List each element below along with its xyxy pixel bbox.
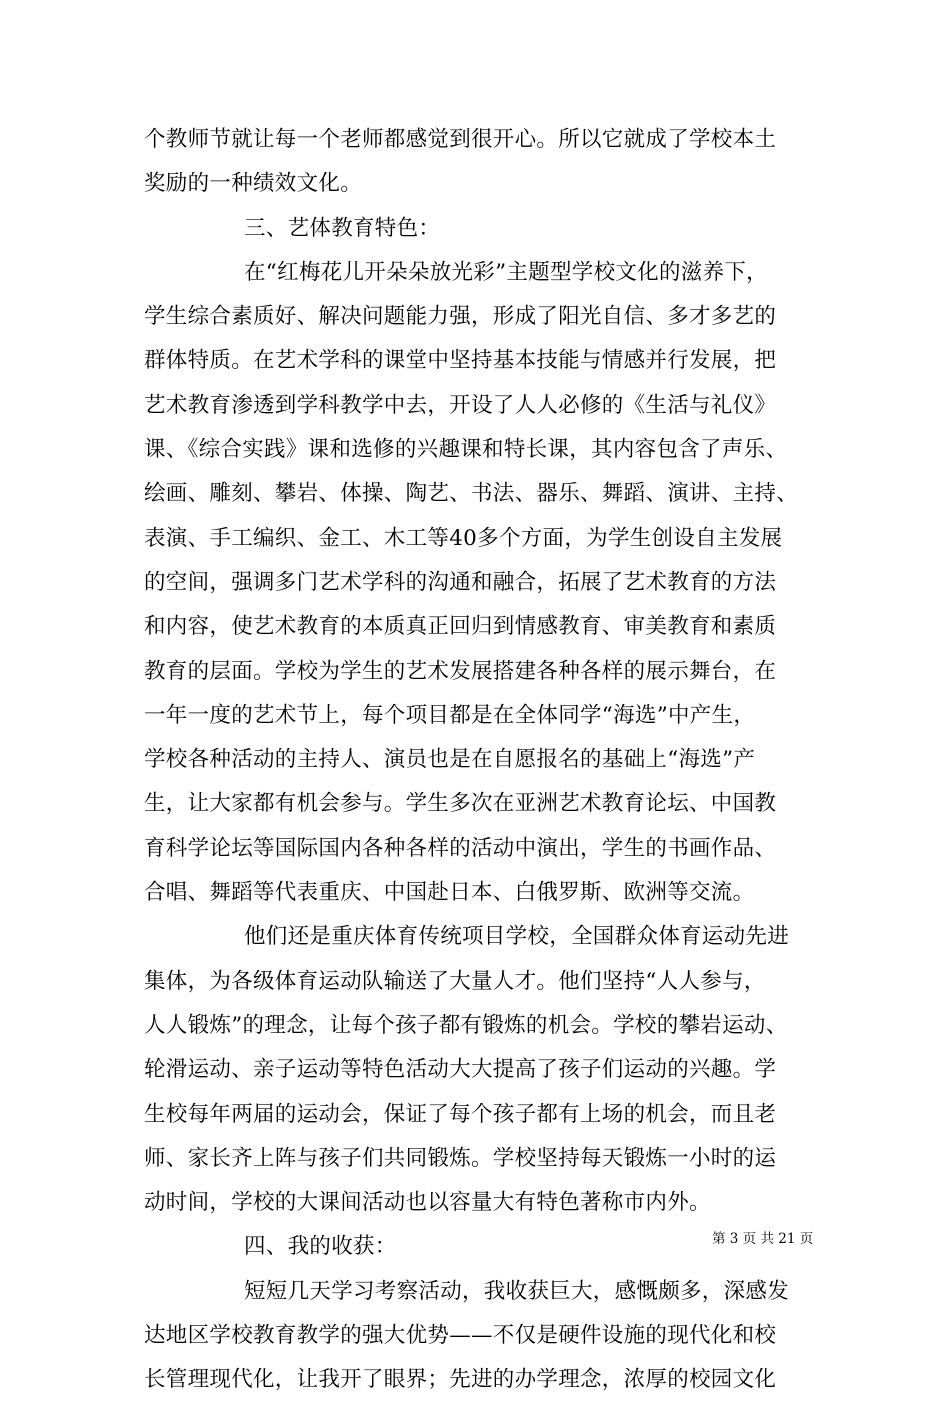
text-line: 人人锻炼”的理念，让每个孩子都有锻炼的机会。学校的攀岩运动、 <box>144 1012 788 1038</box>
page-number: 第 3 页 共 21 页 <box>712 1231 814 1247</box>
body-text <box>144 118 820 1403</box>
text-line: 师、家长齐上阵与孩子们共同锻炼。学校坚持每天锻炼一小时的运 <box>144 1145 777 1171</box>
text-line: 集体，为各级体育运动队输送了大量人才。他们坚持“人人参与， <box>144 968 766 994</box>
text-line: 合唱、舞蹈等代表重庆、中国赴日本、白俄罗斯、欧洲等交流。 <box>144 880 755 906</box>
section-heading: 四、我的收获： <box>244 1234 397 1260</box>
text-line: 表演、手工编织、金工、木工等40多个方面，为学生创设自主发展 <box>144 525 783 551</box>
paragraph-start: 他们还是重庆体育传统项目学校，全国群众体育运动先进 <box>244 924 790 950</box>
text-line: 达地区学校教育教学的强大优势——不仅是硬件设施的现代化和校 <box>144 1323 777 1349</box>
paragraph-start: 在“红梅花儿开朵朵放光彩”主题型学校文化的滋养下， <box>244 259 768 285</box>
text-line: 和内容，使艺术教育的本质真正回归到情感教育、审美教育和素质 <box>144 614 777 640</box>
text-line: 艺术教育渗透到学科教学中去，开设了人人必修的《生活与礼仪》 <box>144 392 777 418</box>
text-line: 轮滑运动、亲子运动等特色活动大大提高了孩子们运动的兴趣。学 <box>144 1057 777 1083</box>
text-line: 个教师节就让每一个老师都感觉到很开心。所以它就成了学校本土 <box>144 127 777 152</box>
text-line: 生校每年两届的运动会，保证了每个孩子都有上场的机会，而且老 <box>144 1101 777 1127</box>
text-line: 动时间，学校的大课间活动也以容量大有特色著称市内外。 <box>144 1190 711 1216</box>
text-line: 绘画、雕刻、攀岩、体操、陶艺、书法、器乐、舞蹈、演讲、主持、 <box>144 481 799 507</box>
text-line: 学生综合素质好、解决问题能力强，形成了阳光自信、多才多艺的 <box>144 304 777 330</box>
text-line: 课、《综合实践》课和选修的兴趣课和特长课，其内容包含了声乐、 <box>144 437 788 463</box>
paragraph-start: 短短几天学习考察活动，我收获巨大，感慨颇多，深感发 <box>244 1278 790 1304</box>
text-line: 生，让大家都有机会参与。学生多次在亚洲艺术教育论坛、中国教 <box>144 791 777 817</box>
text-line: 一年一度的艺术节上，每个项目都是在全体同学“海选”中产生， <box>144 702 756 728</box>
text-line: 学校各种活动的主持人、演员也是在自愿报名的基础上“海选”产 <box>144 747 756 773</box>
text-line: 长管理现代化，让我开了眼界；先进的办学理念，浓厚的校园文化 <box>144 1367 777 1393</box>
text-line: 育科学论坛等国际国内各种各样的活动中演出，学生的书画作品、 <box>144 835 777 861</box>
section-heading: 三、艺体教育特色： <box>244 215 441 241</box>
text-line: 奖励的一种绩效文化。 <box>144 171 363 197</box>
text-line: 教育的层面。学校为学生的艺术发展搭建各种各样的展示舞台，在 <box>144 658 777 684</box>
text-line: 的空间，强调多门艺术学科的沟通和融合，拓展了艺术教育的方法 <box>144 569 777 595</box>
text-line: 群体特质。在艺术学科的课堂中坚持基本技能与情感并行发展，把 <box>144 348 777 374</box>
